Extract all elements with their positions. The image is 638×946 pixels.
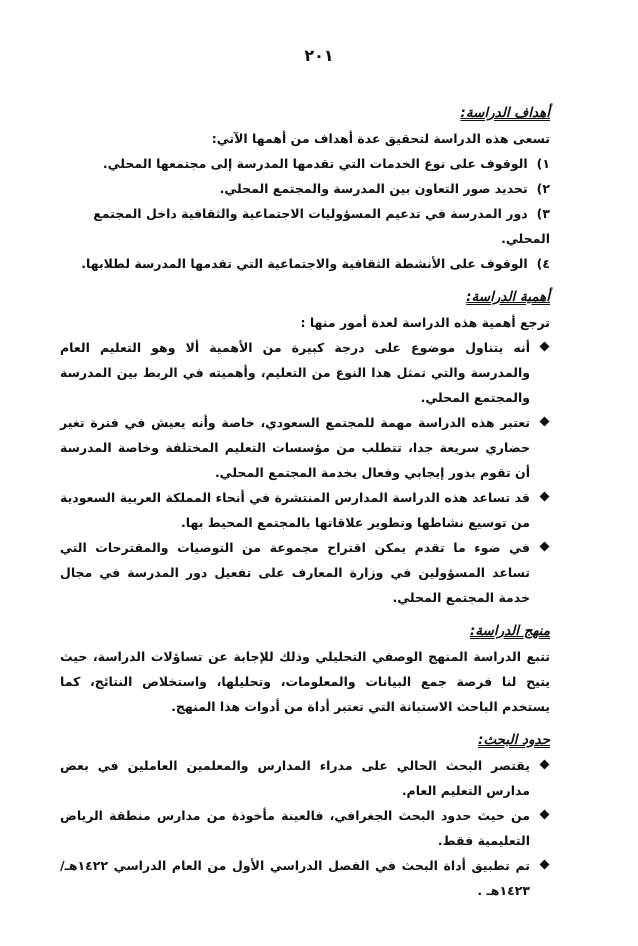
objective-item bbox=[60, 201, 550, 251]
methodology-heading: منهج الدراسة: bbox=[469, 623, 550, 639]
limits-heading: حدود البحث: bbox=[478, 732, 550, 748]
objectives-heading: أهداف الدراسة: bbox=[460, 105, 550, 121]
methodology-section bbox=[60, 618, 550, 719]
importance-item bbox=[60, 485, 550, 535]
objectives-list bbox=[60, 151, 550, 276]
limits-item bbox=[60, 853, 550, 903]
importance-item bbox=[60, 335, 550, 410]
importance-text: في ضوء ما تقدم يمكن اقتراح مجموعة من التوصيات والمقترحات التي تساعد المسؤولين في وزارة المعارف على تفعيل دور المدرسة في مجال خدمة المجتمع المحلي. bbox=[60, 540, 530, 605]
importance-list bbox=[60, 335, 550, 610]
importance-text: قد تساعد هذه الدراسة المدارس المنتشرة في أنحاء المملكة العربية السعودية من توسيع نشاطها وتطوير علاقاتها بالمجتمع المحيط بها. bbox=[60, 490, 530, 530]
objective-number: ٣) bbox=[536, 206, 550, 221]
diamond-bullet-icon bbox=[540, 760, 550, 770]
diamond-bullet-icon bbox=[540, 342, 550, 352]
objective-item bbox=[60, 176, 550, 201]
objectives-intro: تسعى هذه الدراسة لتحقيق عدة أهداف من أهمها الآتي: bbox=[211, 131, 550, 146]
limits-text: تم تطبيق أداة البحث في الفصل الدراسي الأول من العام الدراسي ١٤٢٢هـ/١٤٢٣هـ . bbox=[60, 858, 530, 898]
limits-list bbox=[60, 753, 550, 903]
objective-item bbox=[60, 251, 550, 276]
document-body bbox=[60, 100, 550, 911]
diamond-bullet-icon bbox=[540, 492, 550, 502]
page-number: ٢٠١ bbox=[304, 46, 334, 65]
objective-text: دور المدرسة في تدعيم المسؤوليات الاجتماعية والثقافية داخل المجتمع المحلي. bbox=[93, 206, 550, 246]
objective-text: تحديد صور التعاون بين المدرسة والمجتمع المحلي. bbox=[219, 181, 528, 196]
importance-section bbox=[60, 284, 550, 610]
importance-heading: أهمية الدراسة: bbox=[466, 289, 550, 305]
objective-number: ٢) bbox=[536, 181, 550, 196]
objective-number: ٤) bbox=[536, 256, 550, 271]
objective-item bbox=[60, 151, 550, 176]
objective-text: الوقوف على الأنشطة الثقافية والاجتماعية التي تقدمها المدرسة لطلابها. bbox=[81, 256, 528, 271]
methodology-text: تتبع الدراسة المنهج الوصفي التحليلي وذلك للإجابة عن تساؤلات الدراسة، حيث يتيح لنا فرصة جمع البيانات والمعلومات، وتحليلها، واستخلاص النتائج، كما يستخدم الباحث الاستبانة التي تعتبر أداة من أدوات هذا المنهج. bbox=[60, 649, 550, 714]
importance-intro: ترجع أهمية هذه الدراسة لعدة أمور منها : bbox=[300, 315, 550, 330]
limits-text: من حيث حدود البحث الجغرافي، فالعينة مأخوذة من مدارس منطقة الرياض التعليمية فقط. bbox=[60, 808, 530, 848]
diamond-bullet-icon bbox=[540, 542, 550, 552]
diamond-bullet-icon bbox=[540, 810, 550, 820]
diamond-bullet-icon bbox=[540, 860, 550, 870]
importance-text: تعتبر هذه الدراسة مهمة للمجتمع السعودي، خاصة وأنه يعيش في فترة تغير حضاري سريعة جدا، تتطلب من مؤسسات التعليم المختلفة وخاصة المدرسة أن تقوم بدور إيجابي وفعال بخدمة المجتمع المحلي. bbox=[60, 415, 530, 480]
objectives-section bbox=[60, 100, 550, 276]
importance-item bbox=[60, 410, 550, 485]
diamond-bullet-icon bbox=[540, 417, 550, 427]
limits-section bbox=[60, 727, 550, 903]
objective-number: ١) bbox=[536, 156, 550, 171]
importance-text: أنه يتناول موضوع على درجة كبيرة من الأهمية ألا وهو التعليم العام والمدرسة والتي تمثل هذا النوع من التعليم، وأهميته في الربط بين المدرسة والمجتمع المحلي. bbox=[60, 340, 530, 405]
limits-item bbox=[60, 753, 550, 803]
importance-item bbox=[60, 535, 550, 610]
limits-text: يقتصر البحث الحالي على مدراء المدارس والمعلمين العاملين في بعض مدارس التعليم العام. bbox=[60, 758, 530, 798]
objective-text: الوقوف على نوع الخدمات التي تقدمها المدرسة إلى مجتمعها المحلي. bbox=[102, 156, 528, 171]
limits-item bbox=[60, 803, 550, 853]
